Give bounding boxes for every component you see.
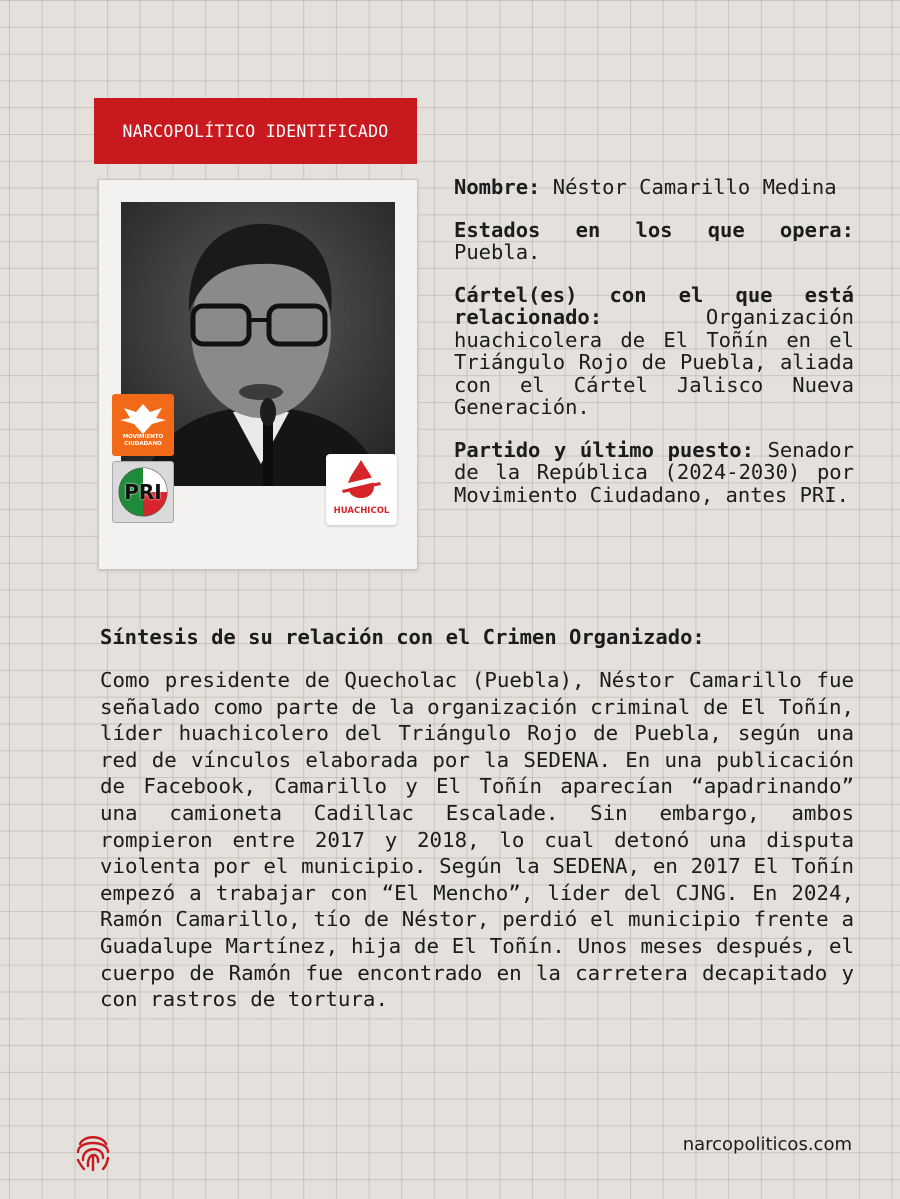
mc-logo-line2: CIUDADANO xyxy=(124,441,162,447)
name-label: Nombre: xyxy=(454,175,541,199)
movimiento-ciudadano-logo xyxy=(112,394,174,456)
profile-name-row xyxy=(454,176,854,199)
profile-states-row xyxy=(454,219,854,264)
huachicol-logo xyxy=(326,454,397,525)
party-label: Partido y último puesto: xyxy=(454,437,754,462)
profile-info xyxy=(454,176,854,526)
profile-party-row xyxy=(454,439,854,507)
party-value: Senador de la República (2024-2030) por Movimiento Ciudadano, antes PRI. xyxy=(454,437,854,507)
synthesis-title: Síntesis de su relación con el Crimen Organizado: xyxy=(100,625,705,649)
cartels-label: Cártel(es) con el que está relacionado: xyxy=(454,282,854,329)
huachicol-logo-text: HUACHICOL xyxy=(333,506,390,516)
name-value: Néstor Camarillo Medina xyxy=(552,175,837,199)
synthesis-text: Como presidente de Quecholac (Puebla), Néstor Camarillo fue señalado como parte de la organización criminal de El Toñín, líder huachicolero del Triángulo Rojo de Puebla, según una red de vínculos elaborada por la SEDENA. En una publicación de Facebook, Camarillo y El Toñín aparecían “apadrinando” una camioneta Cadillac Escalade. Sin embargo, ambos rompieron entre 2017 y 2018, lo cual detonó una disputa violenta por el municipio. Según la SEDENA, en 2017 El Toñín empezó a trabajar con “El Mencho”, líder del CJNG. En 2024, Ramón Camarillo, tío de Néstor, perdió el municipio frente a Guadalupe Martínez, hija de El Toñín. Unos meses después, el cuerpo de Ramón fue encontrado en la carretera decapitado y con rastros de tortura. xyxy=(100,668,854,1012)
header-badge: NARCOPOLÍTICO IDENTIFICADO xyxy=(94,98,417,164)
pri-logo xyxy=(112,461,174,523)
fingerprint-icon xyxy=(74,1130,112,1172)
states-label: Estados en los que opera: xyxy=(454,217,854,242)
mc-logo-line1: MOVIMIENTO xyxy=(122,434,164,440)
states-value: Puebla. xyxy=(454,240,541,264)
pri-logo-text: PRI xyxy=(124,480,162,504)
fuel-drop-icon xyxy=(326,454,397,504)
cartels-value: Organización huachicolera de El Toñín en el Triángulo Rojo de Puebla, aliada con el Cártel Jalisco Nueva Generación. xyxy=(454,305,854,419)
site-url: narcopoliticos.com xyxy=(682,1134,852,1155)
profile-cartels-row xyxy=(454,284,854,419)
